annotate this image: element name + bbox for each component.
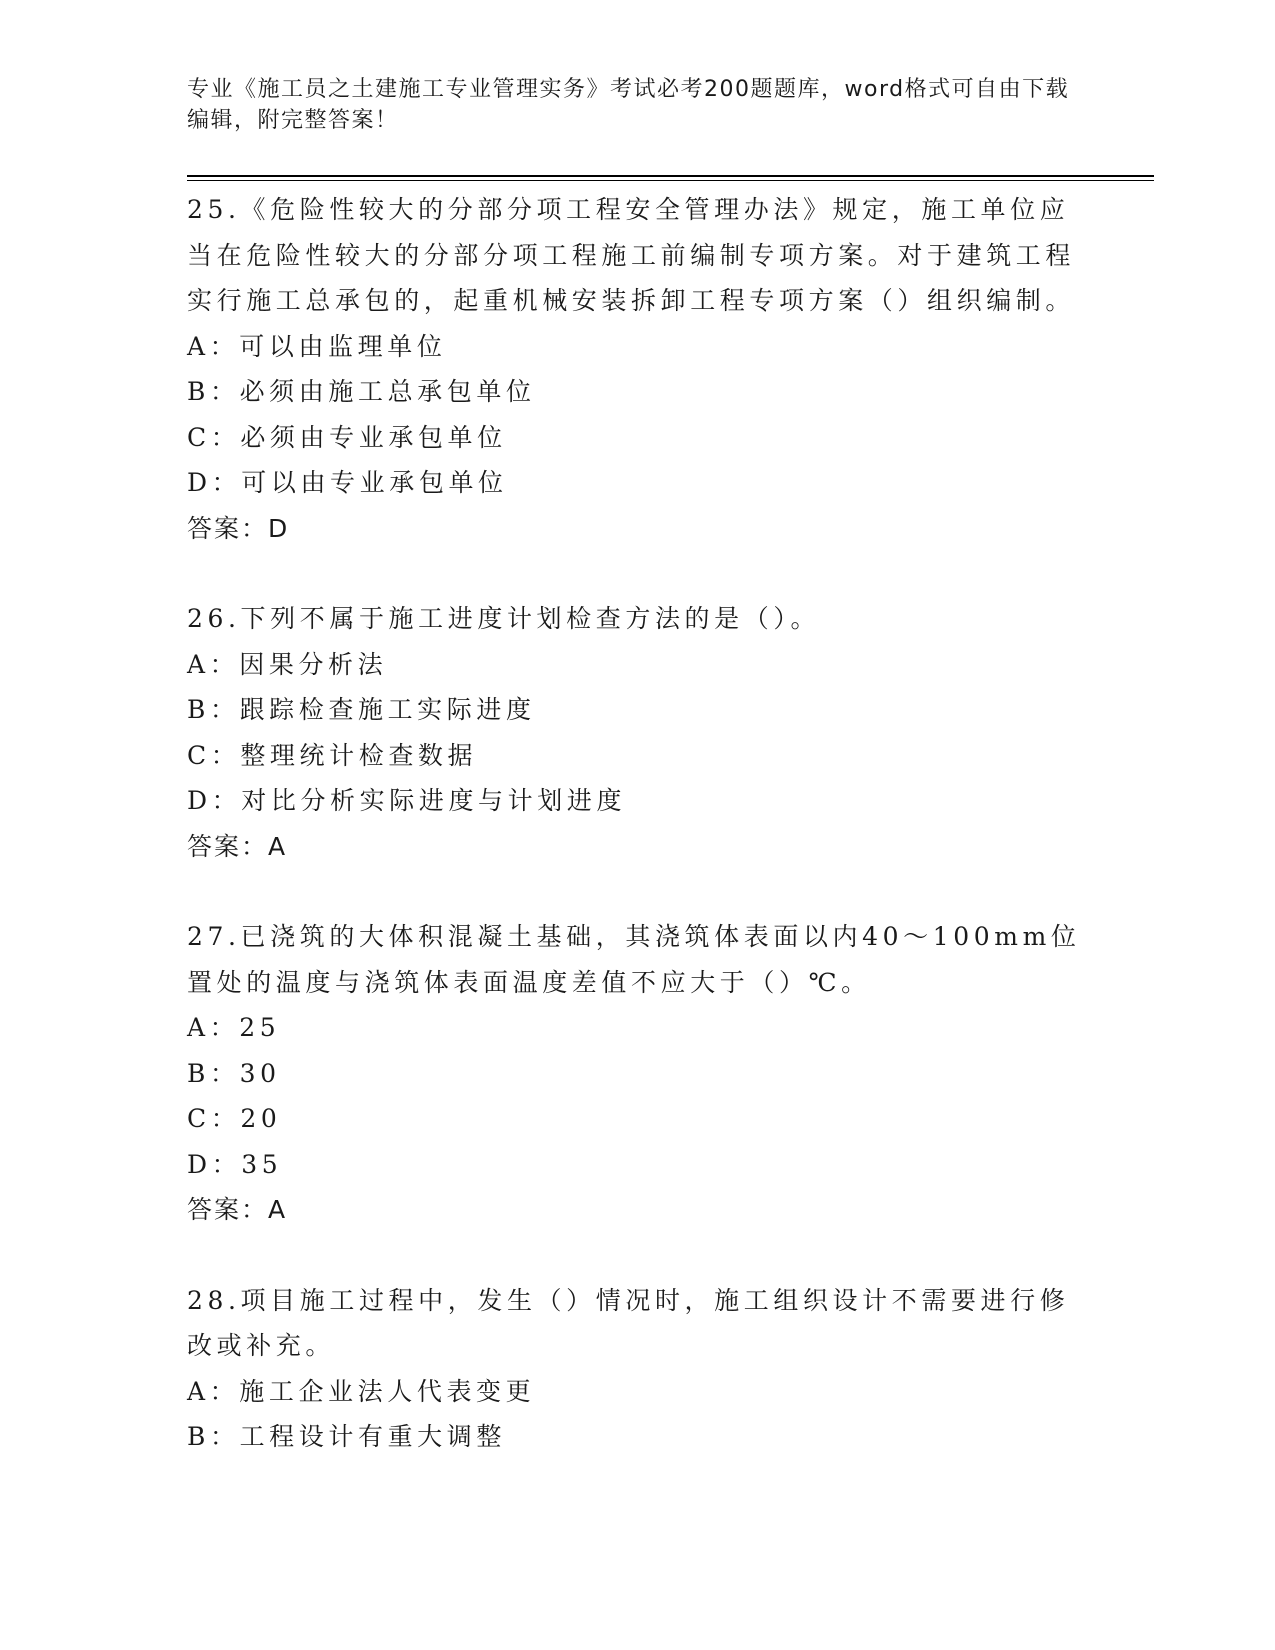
option-a: A：可以由监理单位 <box>187 331 447 361</box>
option-c: C：必须由专业承包单位 <box>187 422 507 452</box>
question-stem: 28.项目施工过程中，发生（）情况时，施工组织设计不需要进行修改或补充。 <box>187 1285 1070 1360</box>
question-stem: 27.已浇筑的大体积混凝土基础，其浇筑体表面以内40～100mm位置处的温度与浇筑体表面温度差值不应大于（）℃。 <box>187 922 1081 997</box>
answer: 答案：A <box>187 1195 288 1224</box>
header-divider-thin <box>187 180 1154 181</box>
option-a: A：施工企业法人代表变更 <box>187 1376 536 1406</box>
question-26 <box>187 596 1087 869</box>
question-25 <box>187 187 1087 551</box>
option-b: B：必须由施工总承包单位 <box>187 377 536 406</box>
option-d: D：对比分析实际进度与计划进度 <box>187 786 627 815</box>
option-b: B：工程设计有重大调整 <box>187 1422 506 1451</box>
header-divider-thick <box>187 175 1154 177</box>
option-d: D：可以由专业承包单位 <box>187 468 508 497</box>
answer: 答案：A <box>187 831 288 861</box>
question-stem: 26.下列不属于施工进度计划检查方法的是（）。 <box>187 604 821 633</box>
option-b: B：跟踪检查施工实际进度 <box>187 695 536 724</box>
question-stem: 25.《危险性较大的分部分项工程安全管理办法》规定，施工单位应当在危险性较大的分部分项工程施工前编制专项方案。对于建筑工程实行施工总承包的，起重机械安装拆卸工程专项方案（）组织编制。 <box>187 195 1076 315</box>
question-28 <box>187 1278 1087 1460</box>
answer: 答案：D <box>187 513 290 543</box>
question-27 <box>187 914 1087 1233</box>
option-d: D：35 <box>187 1149 283 1179</box>
document-header: 专业《施工员之土建施工专业管理实务》考试必考200题题库，word格式可自由下载编辑，附完整答案！ <box>187 77 1070 133</box>
question-list <box>187 187 1087 1505</box>
option-b: B：30 <box>187 1058 281 1088</box>
option-c: C：20 <box>187 1104 282 1133</box>
option-c: C：整理统计检查数据 <box>187 740 478 770</box>
option-a: A：25 <box>187 1013 281 1042</box>
option-a: A：因果分析法 <box>187 649 388 679</box>
